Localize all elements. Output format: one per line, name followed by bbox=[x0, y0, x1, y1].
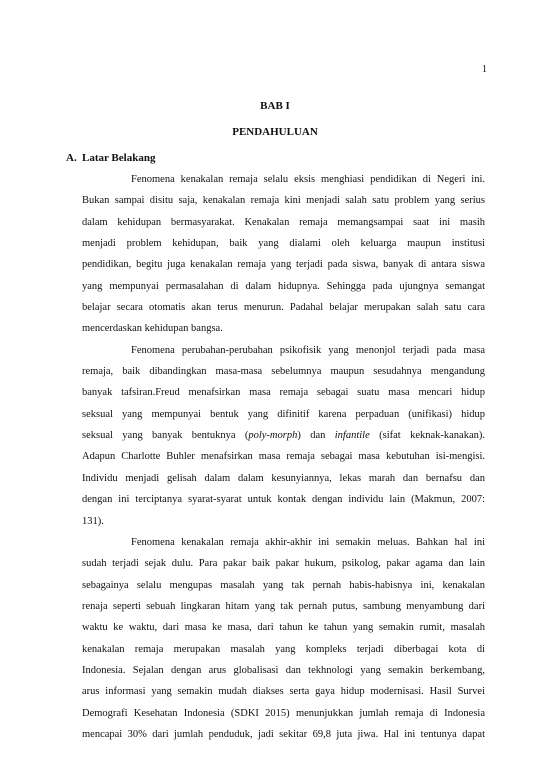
chapter-title: PENDAHULUAN bbox=[232, 126, 318, 138]
text-line: Fenomena perubahan-perubahan psikofisik yang menonjol terjadi pada masa bbox=[131, 344, 485, 356]
section-title: Latar Belakang bbox=[82, 152, 156, 164]
text-line: dengan ini terciptanya syarat-syarat untuk kontak dengan individu lain (Makmun, 2007: bbox=[82, 494, 485, 506]
text-line: belajar secara otomatis akan terus menurun. Padahal belajar merupakan salah satu cara bbox=[82, 302, 485, 314]
text-line: remaja, baik dibandingkan masa-masa sebelumnya maupun sesudahnya mengandung bbox=[82, 366, 485, 378]
section-heading bbox=[66, 152, 155, 164]
text-line: dalam kehidupan bermasyarakat. Kenakalan remaja memangsampai saat ini masih bbox=[82, 216, 485, 228]
text-segment: ) dan bbox=[297, 430, 335, 442]
text-line: arus informasi yang semakin mudah diakses serta gaya hidup modernisasi. Hasil Survei bbox=[82, 686, 485, 698]
text-line: mencerdaskan kehidupan bangsa. bbox=[82, 323, 223, 335]
text-line: kenakalan remaja merupakan masalah yang kompleks terjadi diberbagai kota di bbox=[82, 643, 485, 655]
text-line: Indonesia. Sejalan dengan arus globalisasi dan tekhnologi yang semakin berkembang, bbox=[82, 664, 485, 676]
text-line: 131). bbox=[82, 515, 104, 527]
text-line: banyak tafsiran.Freud menafsirkan masa remaja sebagai suatu masa mencari hidup bbox=[82, 387, 485, 399]
page-number: 1 bbox=[482, 64, 487, 75]
chapter-heading: BAB I bbox=[260, 100, 290, 112]
text-segment: (sifat keknak-kanakan). bbox=[369, 430, 485, 442]
section-letter: A. bbox=[66, 152, 77, 164]
text-line: waktu ke waktu, dari masa ke masa, dari tahun ke tahun yang semakin rumit, masalah bbox=[82, 622, 485, 634]
text-line: sebagainya selalu mengupas masalah yang tak pernah habis-habisnya ini, kenakalan bbox=[82, 579, 485, 591]
text-line: Demografi Kesehatan Indonesia (SDKI 2015) menunjukkan jumlah remaja di Indonesia bbox=[82, 707, 485, 719]
text-line: menjadi problem kehidupan, baik yang dialami oleh keluarga maupun institusi bbox=[82, 238, 485, 250]
italic-term: poly-morph bbox=[248, 430, 298, 442]
text-segment: seksual yang banyak bentuknya ( bbox=[82, 430, 249, 442]
text-line: mencapai 30% dari jumlah penduduk, jadi sekitar 69,8 juta jiwa. Hal ini tentunya dapat bbox=[82, 728, 485, 740]
text-line: Bukan sampai disitu saja, kenakalan remaja kini menjadi salah satu problem yang serius bbox=[82, 195, 485, 207]
body-text bbox=[82, 169, 485, 745]
text-line: pendidikan, begitu juga kenakalan remaja yang terjadi pada siswa, banyak di antara siswa bbox=[82, 259, 485, 271]
text-line: Fenomena kenakalan remaja selalu eksis menghiasi pendidikan di Negeri ini. bbox=[131, 174, 485, 185]
text-line: Adapun Charlotte Buhler menafsirkan masa remaja sebagai masa kebutuhan isi-mengisi. bbox=[82, 451, 485, 463]
text-line: Individu menjadi gelisah dalam dalam kesunyiannya, lekas marah dan bernafsu dan bbox=[82, 472, 485, 484]
text-line bbox=[82, 425, 485, 446]
text-line: yang mempunyai permasalahan di dalam hidupnya. Sehingga pada ujungnya semangat bbox=[82, 280, 485, 292]
text-line: renaja seperti sebuah lingkaran hitam yang tak pernah putus, sambung menyambung dari bbox=[82, 600, 485, 612]
text-line: Fenomena kenakalan remaja akhir-akhir ini semakin meluas. Bahkan hal ini bbox=[131, 536, 485, 548]
text-line: seksual yang mempunyai bentuk yang difinitif karena perpaduan (unifikasi) hidup bbox=[82, 408, 485, 420]
text-line: sudah terjadi sejak dulu. Para pakar baik pakar hukum, psikolog, pakar agama dan lain bbox=[82, 558, 485, 570]
italic-term: infantile bbox=[334, 430, 370, 442]
